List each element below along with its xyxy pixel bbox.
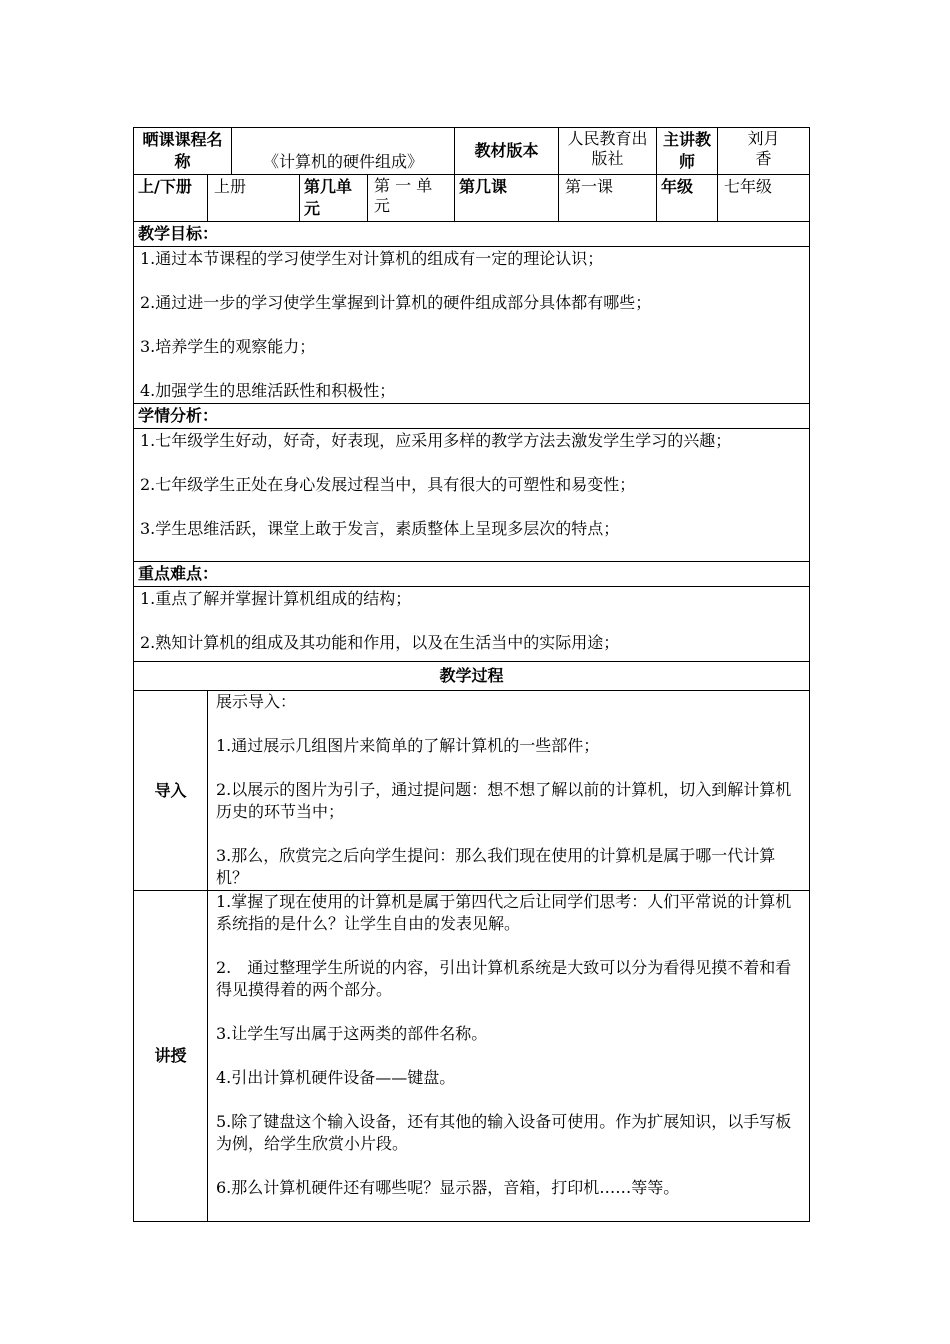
key-points-title: 重点难点： (134, 562, 810, 587)
analysis-item: 1.七年级学生好动，好奇，好表现，应采用多样的教学方法去激发学生学习的兴趣； (140, 431, 732, 450)
key-points-title-row (134, 562, 810, 587)
lesson-value: 第一课 (559, 175, 657, 222)
analysis-item: 2.七年级学生正处在身心发展过程当中，具有很大的可塑性和易变性； (140, 475, 636, 494)
teach-item: 6.那么计算机硬件还有哪些呢？显示器，音箱，打印机……等等。 (216, 1178, 680, 1197)
intro-content (208, 691, 810, 891)
teach-label: 讲授 (134, 891, 208, 1222)
objectives-title-row (134, 222, 810, 247)
teach-item: 4.引出计算机硬件设备——键盘。 (216, 1068, 456, 1087)
teach-item: 5.除了键盘这个输入设备，还有其他的输入设备可使用。作为扩展知识，以手写板为例，给学生欣赏小片段。 (216, 1112, 792, 1153)
key-point-item: 2.熟知计算机的组成及其功能和作用，以及在生活当中的实际用途； (140, 633, 620, 652)
intro-item: 展示导入： (216, 692, 297, 711)
objective-item: 2.通过进一步的学习使学生掌握到计算机的硬件组成部分具体都有哪些； (140, 293, 652, 312)
teacher-value: 刘月香 (718, 128, 810, 175)
key-point-item: 1.重点了解并掌握计算机组成的结构； (140, 589, 412, 608)
intro-item: 3.那么，欣赏完之后向学生提问：那么我们现在使用的计算机是属于哪一代计算机？ (216, 846, 776, 887)
process-title: 教学过程 (134, 662, 810, 691)
analysis-item: 3.学生思维活跃，课堂上敢于发言，素质整体上呈现多层次的特点； (140, 519, 620, 538)
teach-item: 1.掌握了现在使用的计算机是属于第四代之后让同学们思考：人们平常说的计算机系统指的是什么？让学生自由的发表见解。 (216, 892, 792, 933)
lesson-label: 第几课 (455, 175, 559, 222)
lesson-plan-table (133, 127, 810, 1222)
unit-value: 第 一 单 元 (368, 175, 455, 222)
intro-item: 2.以展示的图片为引子，通过提问题：想不想了解以前的计算机，切入到解计算机历史的环节当中； (216, 780, 792, 821)
course-name-value: 《计算机的硬件组成》 (232, 128, 455, 175)
objective-item: 1.通过本节课程的学习使学生对计算机的组成有一定的理论认识； (140, 249, 604, 268)
key-points-content (134, 587, 810, 662)
analysis-content (134, 429, 810, 562)
teach-content (208, 891, 810, 1222)
analysis-row (134, 429, 810, 562)
edition-label: 教材版本 (455, 128, 559, 175)
objective-item: 4.加强学生的思维活跃性和积极性； (140, 381, 396, 400)
analysis-title-row (134, 404, 810, 429)
intro-item: 1.通过展示几组图片来简单的了解计算机的一些部件； (216, 736, 600, 755)
key-points-row (134, 587, 810, 662)
header-row-2 (134, 175, 810, 222)
analysis-title: 学情分析： (134, 404, 810, 429)
intro-label: 导入 (134, 691, 208, 891)
volume-label: 上/下册 (134, 175, 208, 222)
header-row-1 (134, 128, 810, 175)
unit-label: 第几单元 (300, 175, 368, 222)
edition-value: 人民教育出版社 (559, 128, 657, 175)
objective-item: 3.培养学生的观察能力； (140, 337, 316, 356)
objectives-title: 教学目标： (134, 222, 810, 247)
teach-item: 3.让学生写出属于这两类的部件名称。 (216, 1024, 488, 1043)
course-name-label: 晒课课程名称 (134, 128, 232, 175)
objectives-row (134, 247, 810, 404)
grade-label: 年级 (657, 175, 718, 222)
intro-row (134, 691, 810, 891)
teacher-label: 主讲教师 (657, 128, 718, 175)
volume-value: 上册 (208, 175, 300, 222)
process-title-row (134, 662, 810, 691)
objectives-content (134, 247, 810, 404)
teach-row (134, 891, 810, 1222)
teach-item: 2. 通过整理学生所说的内容，引出计算机系统是大致可以分为看得见摸不着和看得见摸得着的两个部分。 (216, 958, 792, 999)
grade-value: 七年级 (718, 175, 810, 222)
